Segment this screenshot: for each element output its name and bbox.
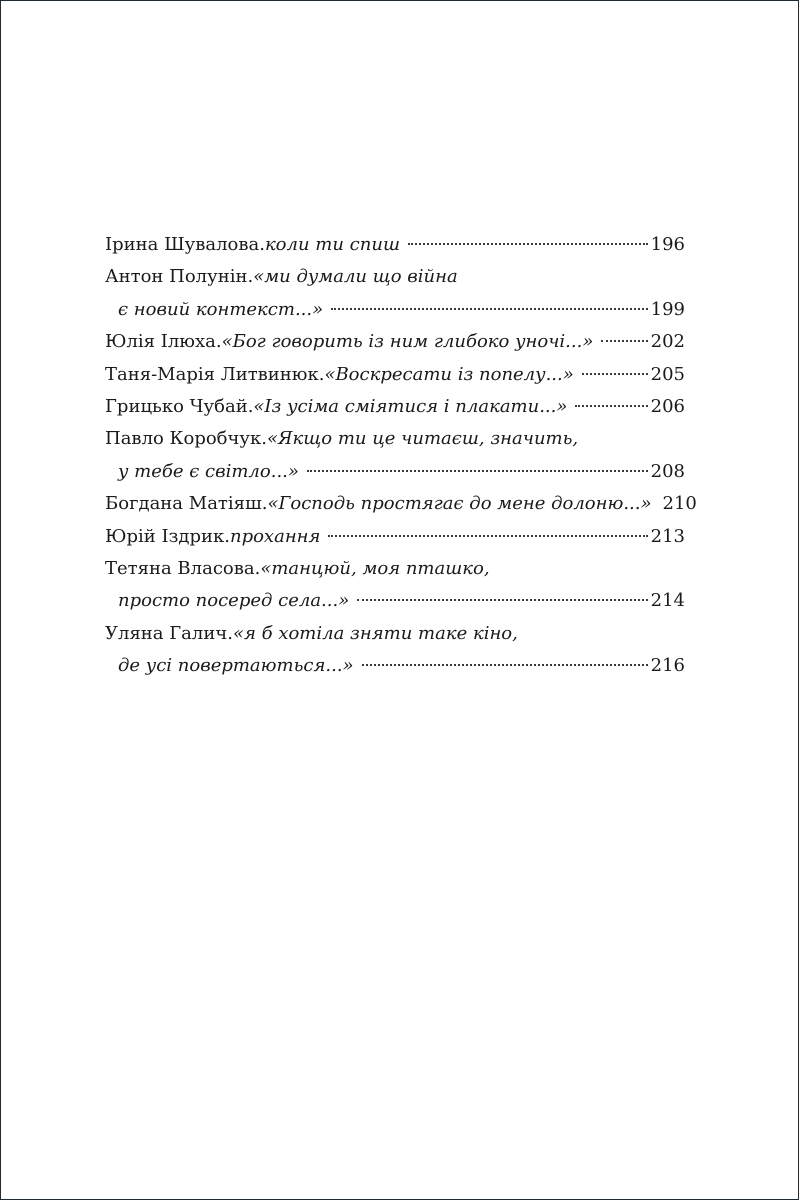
toc-line-continuation <box>105 294 685 326</box>
dot-leader <box>601 340 647 342</box>
toc-author: Таня-Марія Литвинюк. <box>105 363 325 385</box>
toc-author: Юлія Ілюха. <box>105 331 222 353</box>
toc-author: Богдана Матіяш. <box>105 493 268 515</box>
toc-line-continuation <box>105 585 685 617</box>
toc-author: Уляна Галич. <box>105 622 233 644</box>
dot-leader <box>575 405 647 407</box>
toc-line <box>105 229 685 261</box>
toc-page-number: 199 <box>650 298 685 320</box>
dot-leader <box>328 535 647 537</box>
toc-author: Антон Полунін. <box>105 266 254 288</box>
toc-author: Тетяна Власова. <box>105 557 261 579</box>
dot-leader <box>362 664 648 666</box>
toc-title: де усі повертаються...» <box>118 655 354 677</box>
toc-title: «я б хотіла зняти таке кіно, <box>232 622 518 644</box>
toc-page-number: 206 <box>650 395 685 417</box>
toc-line <box>105 391 685 423</box>
toc-page-number: 210 <box>662 493 697 515</box>
toc-page-number: 214 <box>650 590 685 612</box>
toc-line-continuation <box>105 650 685 682</box>
toc-page-number: 196 <box>650 234 685 255</box>
toc-page-number: 216 <box>650 655 685 677</box>
toc-title: «Із усіма сміятися і плакати...» <box>253 395 568 417</box>
toc-title: «ми думали що війна <box>253 266 458 288</box>
toc-line <box>105 261 685 293</box>
toc-line-continuation <box>105 456 685 488</box>
toc-page-number: 205 <box>650 363 685 385</box>
toc-title: прохання <box>229 525 321 547</box>
dot-leader <box>331 308 648 310</box>
toc-page-number: 202 <box>650 331 685 353</box>
toc-line <box>105 553 685 585</box>
toc-line <box>105 423 685 455</box>
toc-author: Юрій Іздрик. <box>105 525 230 547</box>
toc-title: просто посеред села...» <box>118 590 350 612</box>
toc-page-number: 208 <box>650 460 685 482</box>
toc-line <box>105 488 697 520</box>
toc-title: «Господь простягає до мене долоню...» <box>267 493 652 515</box>
toc-page-number: 213 <box>650 525 685 547</box>
dot-leader <box>357 599 647 601</box>
toc-line <box>105 618 685 650</box>
toc-author: Грицько Чубай. <box>105 395 254 417</box>
toc-author: Ірина Шувалова. <box>105 234 265 255</box>
toc-title: є новий контекст...» <box>118 298 324 320</box>
dot-leader <box>408 243 648 245</box>
toc-author: Павло Коробчук. <box>105 428 267 450</box>
toc-line <box>105 326 685 358</box>
dot-leader <box>582 373 648 375</box>
table-of-contents <box>105 229 697 682</box>
toc-title: у тебе є світло...» <box>118 460 299 482</box>
toc-title: «Бог говорить із ним глибоко уночі...» <box>221 331 594 353</box>
dot-leader <box>307 470 648 472</box>
toc-title: «танцюй, моя пташко, <box>260 557 490 579</box>
toc-title: «Воскресати із попелу...» <box>324 363 574 385</box>
toc-title: коли ти спиш <box>264 234 400 255</box>
toc-line <box>105 359 685 391</box>
toc-line <box>105 521 685 553</box>
toc-title: «Якщо ти це читаєш, значить, <box>266 428 579 450</box>
